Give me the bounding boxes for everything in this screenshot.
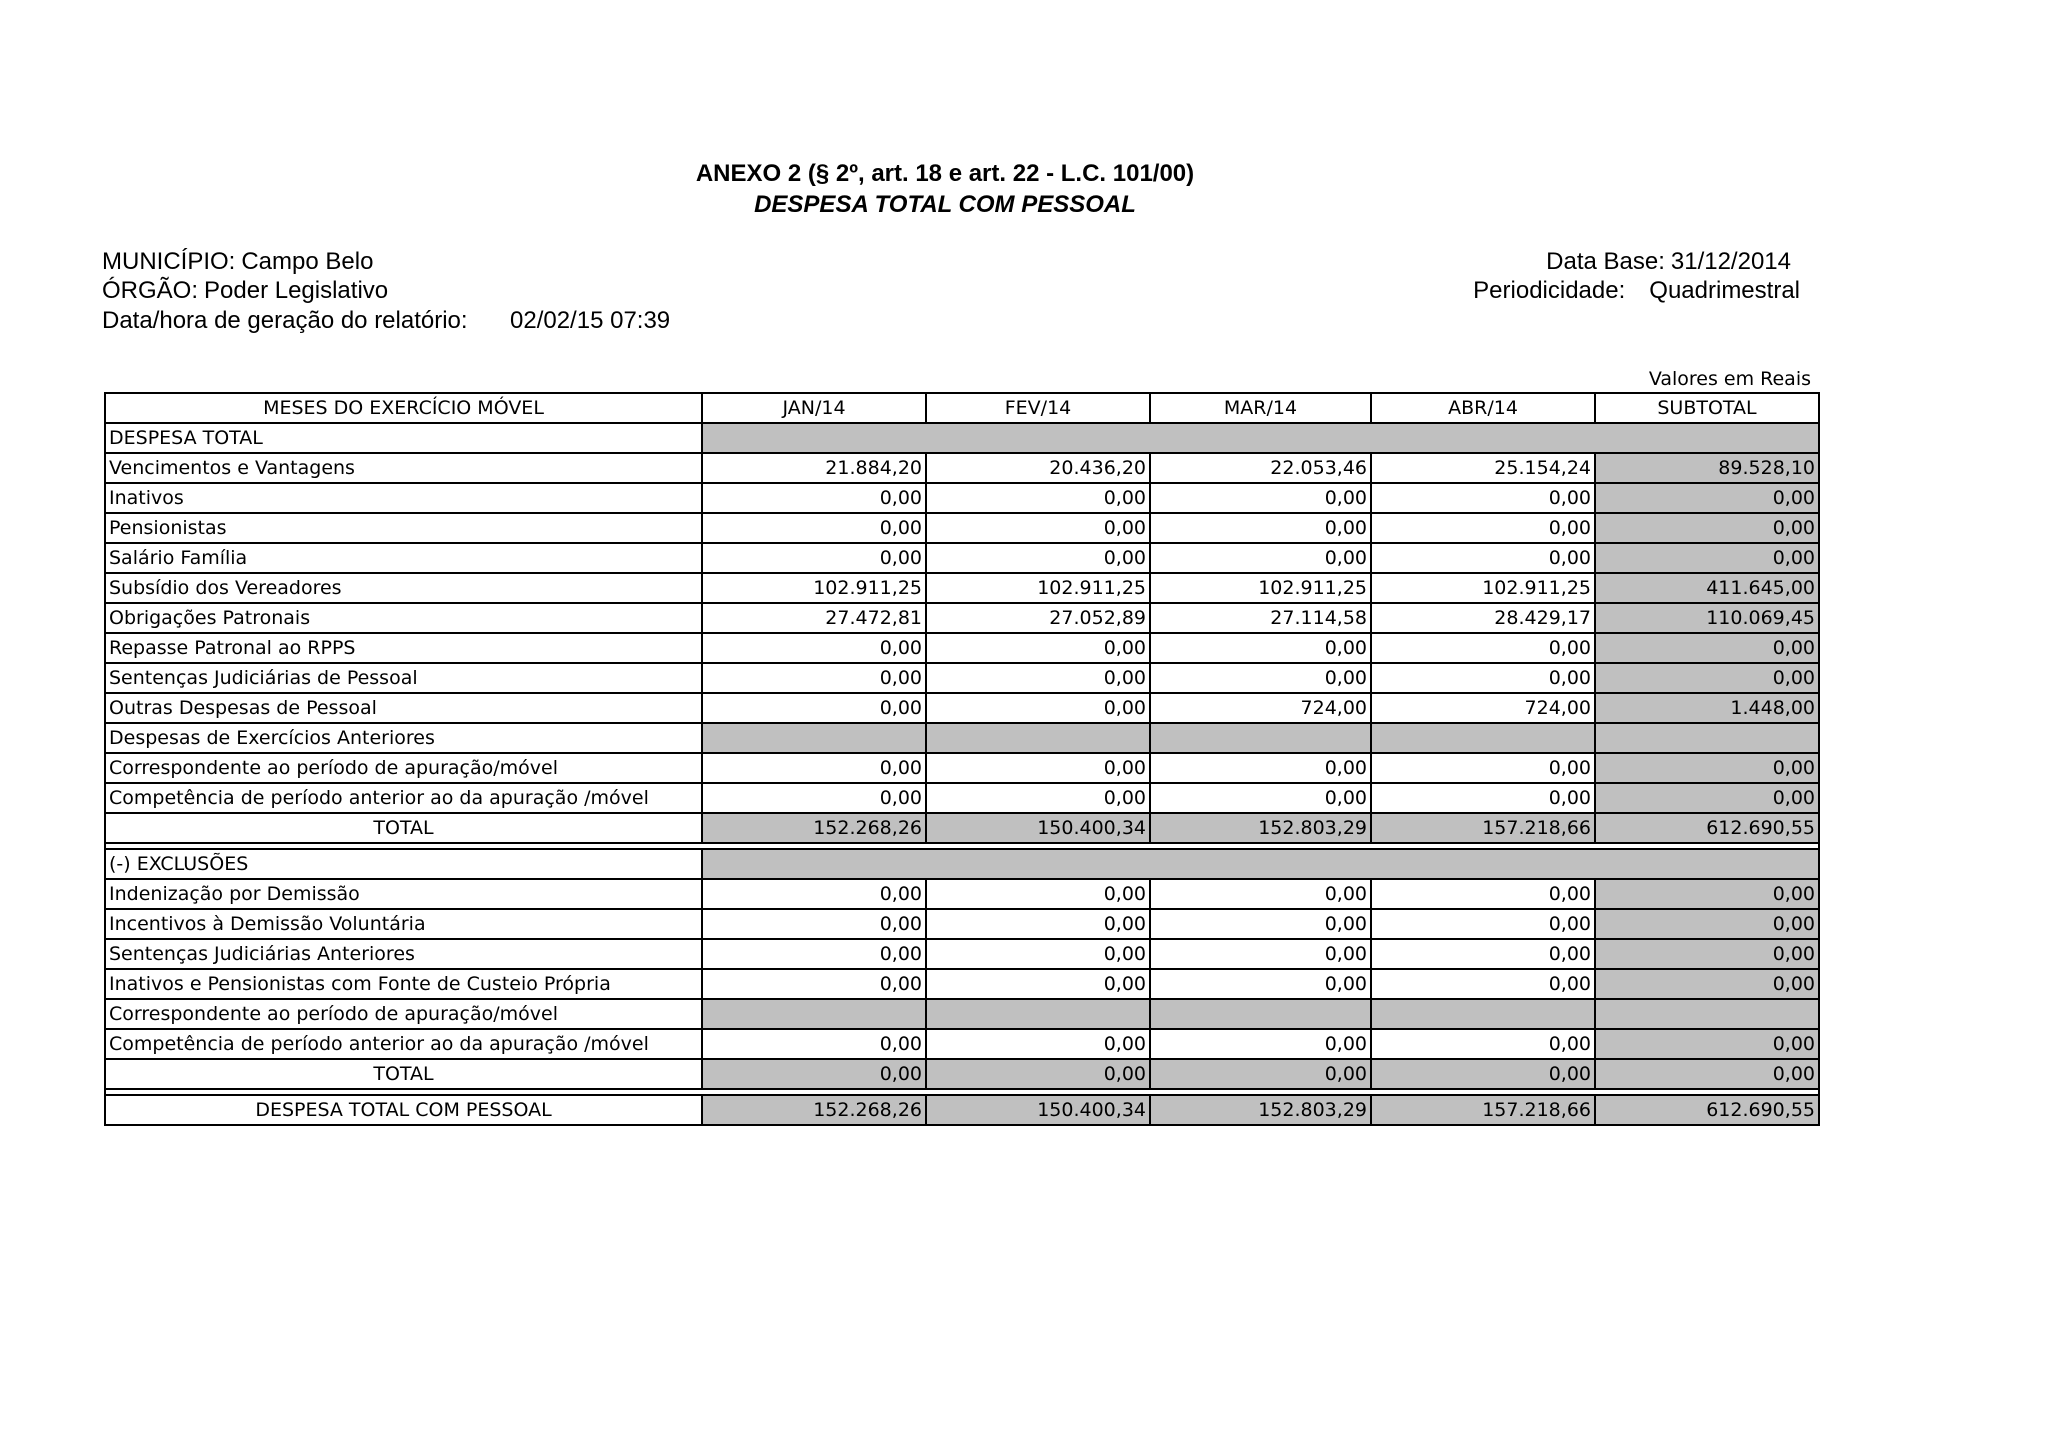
row-label: Inativos xyxy=(105,483,702,513)
total-value-cell: 157.218,66 xyxy=(1371,813,1595,843)
value-cell: 0,00 xyxy=(702,783,926,813)
table-row xyxy=(105,999,1819,1029)
table-row xyxy=(105,663,1819,693)
row-label: Inativos e Pensionistas com Fonte de Custeio Própria xyxy=(105,969,702,999)
subtotal-cell: 0,00 xyxy=(1595,879,1819,909)
table-row xyxy=(105,693,1819,723)
empty-shaded-cell xyxy=(702,999,926,1029)
value-cell: 102.911,25 xyxy=(1371,573,1595,603)
value-cell: 0,00 xyxy=(702,693,926,723)
grand-total-value-cell: 612.690,55 xyxy=(1595,1095,1819,1125)
total-value-cell: 152.803,29 xyxy=(1150,813,1371,843)
subtotal-cell: 0,00 xyxy=(1595,753,1819,783)
value-cell: 0,00 xyxy=(926,939,1150,969)
value-cell: 0,00 xyxy=(1150,909,1371,939)
row-label: Subsídio dos Vereadores xyxy=(105,573,702,603)
subtotal-cell: 0,00 xyxy=(1595,543,1819,573)
total-value-cell: 150.400,34 xyxy=(926,813,1150,843)
total-row xyxy=(105,1059,1819,1089)
subtotal-cell: 0,00 xyxy=(1595,633,1819,663)
row-label: Indenização por Demissão xyxy=(105,879,702,909)
total-label: TOTAL xyxy=(105,813,702,843)
subtotal-cell: 411.645,00 xyxy=(1595,573,1819,603)
value-cell: 0,00 xyxy=(1150,483,1371,513)
value-cell: 724,00 xyxy=(1371,693,1595,723)
value-cell: 724,00 xyxy=(1150,693,1371,723)
table-row xyxy=(105,513,1819,543)
row-label: Competência de período anterior ao da apuração /móvel xyxy=(105,783,702,813)
total-value-cell: 152.268,26 xyxy=(702,813,926,843)
table-row xyxy=(105,723,1819,753)
value-cell: 0,00 xyxy=(1150,513,1371,543)
value-cell: 0,00 xyxy=(702,663,926,693)
value-cell: 0,00 xyxy=(1150,543,1371,573)
empty-shaded-cell xyxy=(1595,723,1819,753)
subtotal-cell: 0,00 xyxy=(1595,939,1819,969)
column-header: FEV/14 xyxy=(926,393,1150,423)
grand-total-value-cell: 150.400,34 xyxy=(926,1095,1150,1125)
table-row xyxy=(105,453,1819,483)
section-header-row xyxy=(105,423,1819,453)
value-cell: 0,00 xyxy=(1150,783,1371,813)
value-cell: 27.472,81 xyxy=(702,603,926,633)
table-row xyxy=(105,483,1819,513)
value-cell: 0,00 xyxy=(1371,939,1595,969)
grand-total-value-cell: 157.218,66 xyxy=(1371,1095,1595,1125)
municipio-value: Campo Belo xyxy=(241,248,374,275)
geracao-value: 02/02/15 07:39 xyxy=(510,307,671,334)
value-cell: 0,00 xyxy=(1150,969,1371,999)
value-cell: 0,00 xyxy=(926,693,1150,723)
grand-total-value-cell: 152.268,26 xyxy=(702,1095,926,1125)
grand-total-value-cell: 152.803,29 xyxy=(1150,1095,1371,1125)
report-title-block xyxy=(0,158,1890,220)
value-cell: 0,00 xyxy=(1371,909,1595,939)
section-shaded-cell xyxy=(702,423,1819,453)
subtotal-cell: 1.448,00 xyxy=(1595,693,1819,723)
total-row xyxy=(105,813,1819,843)
value-cell: 0,00 xyxy=(926,513,1150,543)
table-row xyxy=(105,753,1819,783)
report-title: ANEXO 2 (§ 2º, art. 18 e art. 22 - L.C. 101/00) xyxy=(695,160,1195,187)
empty-shaded-cell xyxy=(926,999,1150,1029)
value-cell: 0,00 xyxy=(926,663,1150,693)
subtotal-cell: 89.528,10 xyxy=(1595,453,1819,483)
value-cell: 0,00 xyxy=(926,483,1150,513)
geracao-line xyxy=(102,306,671,336)
table-row xyxy=(105,603,1819,633)
subtotal-cell: 0,00 xyxy=(1595,663,1819,693)
subtotal-cell: 0,00 xyxy=(1595,483,1819,513)
row-label: Obrigações Patronais xyxy=(105,603,702,633)
row-label: Pensionistas xyxy=(105,513,702,543)
empty-shaded-cell xyxy=(702,723,926,753)
row-label: Correspondente ao período de apuração/móvel xyxy=(105,753,702,783)
value-cell: 0,00 xyxy=(1371,1029,1595,1059)
value-cell: 0,00 xyxy=(926,909,1150,939)
value-cell: 0,00 xyxy=(702,543,926,573)
value-cell: 0,00 xyxy=(926,783,1150,813)
empty-shaded-cell xyxy=(1150,723,1371,753)
value-cell: 0,00 xyxy=(1371,513,1595,543)
row-label: Repasse Patronal ao RPPS xyxy=(105,633,702,663)
periodicidade-line xyxy=(1420,276,1800,306)
value-cell: 0,00 xyxy=(1371,783,1595,813)
column-header: JAN/14 xyxy=(702,393,926,423)
empty-shaded-cell xyxy=(926,723,1150,753)
value-cell: 0,00 xyxy=(1150,939,1371,969)
value-cell: 0,00 xyxy=(926,543,1150,573)
value-cell: 102.911,25 xyxy=(1150,573,1371,603)
empty-shaded-cell xyxy=(1371,999,1595,1029)
value-cell: 27.114,58 xyxy=(1150,603,1371,633)
value-cell: 0,00 xyxy=(1371,969,1595,999)
value-cell: 0,00 xyxy=(926,1029,1150,1059)
data-base-line xyxy=(1520,247,1791,277)
section-label: DESPESA TOTAL xyxy=(105,423,702,453)
subtotal-cell: 0,00 xyxy=(1595,513,1819,543)
grand-total-label: DESPESA TOTAL COM PESSOAL xyxy=(105,1095,702,1125)
value-cell: 0,00 xyxy=(702,939,926,969)
value-cell: 0,00 xyxy=(1150,663,1371,693)
table-row xyxy=(105,1029,1819,1059)
table-row xyxy=(105,969,1819,999)
header-row xyxy=(105,393,1819,423)
row-label: Despesas de Exercícios Anteriores xyxy=(105,723,702,753)
value-cell: 21.884,20 xyxy=(702,453,926,483)
column-header: SUBTOTAL xyxy=(1595,393,1819,423)
value-cell: 0,00 xyxy=(1371,543,1595,573)
value-cell: 0,00 xyxy=(926,633,1150,663)
row-label: Incentivos à Demissão Voluntária xyxy=(105,909,702,939)
total-value-cell: 0,00 xyxy=(702,1059,926,1089)
expense-table xyxy=(104,392,1820,1126)
total-value-cell: 0,00 xyxy=(1371,1059,1595,1089)
empty-shaded-cell xyxy=(1150,999,1371,1029)
row-label: Outras Despesas de Pessoal xyxy=(105,693,702,723)
value-cell: 0,00 xyxy=(702,483,926,513)
table-row xyxy=(105,633,1819,663)
value-cell: 0,00 xyxy=(702,969,926,999)
subtotal-cell: 0,00 xyxy=(1595,969,1819,999)
row-label: Competência de período anterior ao da apuração /móvel xyxy=(105,1029,702,1059)
data-base-label: Data Base: xyxy=(1546,248,1665,275)
value-cell: 0,00 xyxy=(926,753,1150,783)
total-label: TOTAL xyxy=(105,1059,702,1089)
row-label: Correspondente ao período de apuração/móvel xyxy=(105,999,702,1029)
municipio-label: MUNICÍPIO: xyxy=(102,248,236,275)
table-row xyxy=(105,543,1819,573)
empty-shaded-cell xyxy=(1595,999,1819,1029)
column-header: MESES DO EXERCÍCIO MÓVEL xyxy=(105,393,702,423)
value-cell: 0,00 xyxy=(926,879,1150,909)
subtotal-cell: 0,00 xyxy=(1595,909,1819,939)
data-base-value: 31/12/2014 xyxy=(1670,248,1791,275)
grand-total-row xyxy=(105,1095,1819,1125)
value-cell: 20.436,20 xyxy=(926,453,1150,483)
value-cell: 0,00 xyxy=(1150,633,1371,663)
value-cell: 0,00 xyxy=(702,753,926,783)
row-label: Sentenças Judiciárias Anteriores xyxy=(105,939,702,969)
section-header-row xyxy=(105,849,1819,879)
subtotal-cell: 110.069,45 xyxy=(1595,603,1819,633)
value-cell: 0,00 xyxy=(702,513,926,543)
periodicidade-label: Periodicidade: xyxy=(1473,277,1626,304)
column-header: ABR/14 xyxy=(1371,393,1595,423)
value-cell: 0,00 xyxy=(702,633,926,663)
section-shaded-cell xyxy=(702,849,1819,879)
total-value-cell: 612.690,55 xyxy=(1595,813,1819,843)
geracao-label: Data/hora de geração do relatório: xyxy=(102,307,468,334)
value-cell: 0,00 xyxy=(1371,663,1595,693)
row-label: Salário Família xyxy=(105,543,702,573)
value-cell: 0,00 xyxy=(702,1029,926,1059)
value-cell: 0,00 xyxy=(702,909,926,939)
table-row xyxy=(105,879,1819,909)
orgao-label: ÓRGÃO: xyxy=(102,277,199,304)
value-cell: 102.911,25 xyxy=(702,573,926,603)
column-header: MAR/14 xyxy=(1150,393,1371,423)
value-cell: 28.429,17 xyxy=(1371,603,1595,633)
value-cell: 0,00 xyxy=(1150,879,1371,909)
periodicidade-value: Quadrimestral xyxy=(1649,277,1800,304)
table-row xyxy=(105,573,1819,603)
subtotal-cell: 0,00 xyxy=(1595,783,1819,813)
orgao-value: Poder Legislativo xyxy=(204,277,389,304)
value-cell: 27.052,89 xyxy=(926,603,1150,633)
subtotal-cell: 0,00 xyxy=(1595,1029,1819,1059)
total-value-cell: 0,00 xyxy=(926,1059,1150,1089)
value-cell: 0,00 xyxy=(1371,879,1595,909)
value-cell: 0,00 xyxy=(1150,1029,1371,1059)
empty-shaded-cell xyxy=(1371,723,1595,753)
value-cell: 0,00 xyxy=(1371,483,1595,513)
value-cell: 22.053,46 xyxy=(1150,453,1371,483)
value-cell: 102.911,25 xyxy=(926,573,1150,603)
value-cell: 0,00 xyxy=(1150,753,1371,783)
table-row xyxy=(105,939,1819,969)
value-cell: 25.154,24 xyxy=(1371,453,1595,483)
value-cell: 0,00 xyxy=(1371,633,1595,663)
municipio-line xyxy=(102,247,373,277)
row-label: Sentenças Judiciárias de Pessoal xyxy=(105,663,702,693)
row-label: Vencimentos e Vantagens xyxy=(105,453,702,483)
report-subtitle: DESPESA TOTAL COM PESSOAL xyxy=(754,191,1136,218)
total-value-cell: 0,00 xyxy=(1150,1059,1371,1089)
total-value-cell: 0,00 xyxy=(1595,1059,1819,1089)
table-row xyxy=(105,909,1819,939)
value-cell: 0,00 xyxy=(1371,753,1595,783)
value-cell: 0,00 xyxy=(926,969,1150,999)
orgao-line xyxy=(102,276,388,306)
table-row xyxy=(105,783,1819,813)
value-cell: 0,00 xyxy=(702,879,926,909)
section-label: (-) EXCLUSÕES xyxy=(105,849,702,879)
units-note: Valores em Reais xyxy=(1648,368,1811,390)
